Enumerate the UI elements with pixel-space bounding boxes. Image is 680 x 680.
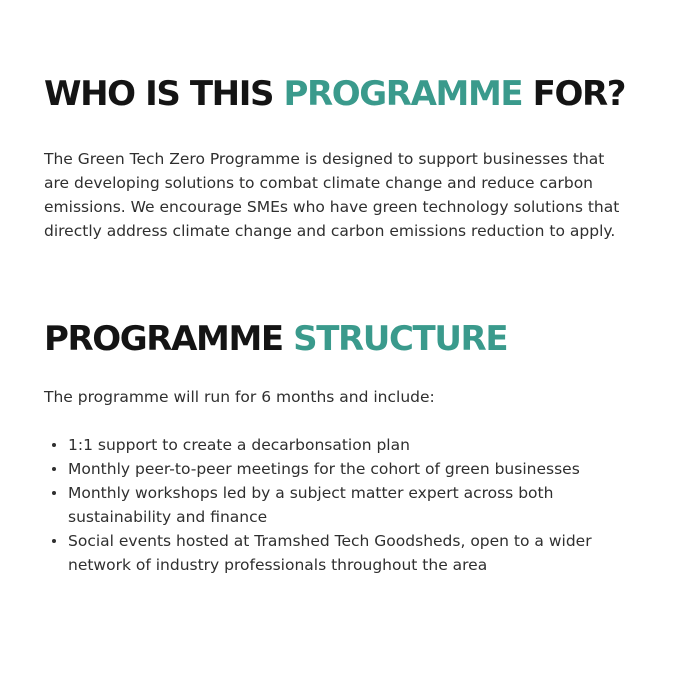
bullet-dot-icon bbox=[52, 467, 56, 471]
who-is-this-for-heading bbox=[44, 74, 625, 114]
bullet-dot-icon bbox=[52, 539, 56, 543]
heading-accent-text: STRUCTURE bbox=[293, 319, 508, 359]
list-item-text: Monthly peer-to-peer meetings for the cohort of green businesses bbox=[68, 460, 580, 478]
list-item-text: 1:1 support to create a decarbonsation plan bbox=[68, 436, 410, 454]
bullet-dot-icon bbox=[52, 443, 56, 447]
programme-structure-heading bbox=[44, 319, 507, 359]
structure-intro: The programme will run for 6 months and include: bbox=[44, 388, 435, 406]
list-item bbox=[44, 433, 624, 457]
structure-list bbox=[44, 433, 624, 577]
heading-text: WHO IS THIS bbox=[44, 74, 274, 114]
list-item bbox=[44, 529, 624, 577]
list-item-text: Monthly workshops led by a subject matter expert across both sustainability and finance bbox=[68, 484, 554, 526]
list-item bbox=[44, 481, 624, 529]
list-item-text: Social events hosted at Tramshed Tech Goodsheds, open to a wider network of industry professionals throughout the area bbox=[68, 532, 592, 574]
bullet-dot-icon bbox=[52, 491, 56, 495]
heading-text: FOR? bbox=[532, 74, 626, 114]
list-item bbox=[44, 457, 624, 481]
programme-description: The Green Tech Zero Programme is designed to support businesses that are developing solutions to combat climate change and reduce carbon emissions. We encourage SMEs who have green technology solutions that directly address climate change and carbon emissions reduction to apply. bbox=[44, 150, 620, 240]
heading-accent-text: PROGRAMME bbox=[283, 74, 523, 114]
heading-text: PROGRAMME bbox=[44, 319, 283, 359]
